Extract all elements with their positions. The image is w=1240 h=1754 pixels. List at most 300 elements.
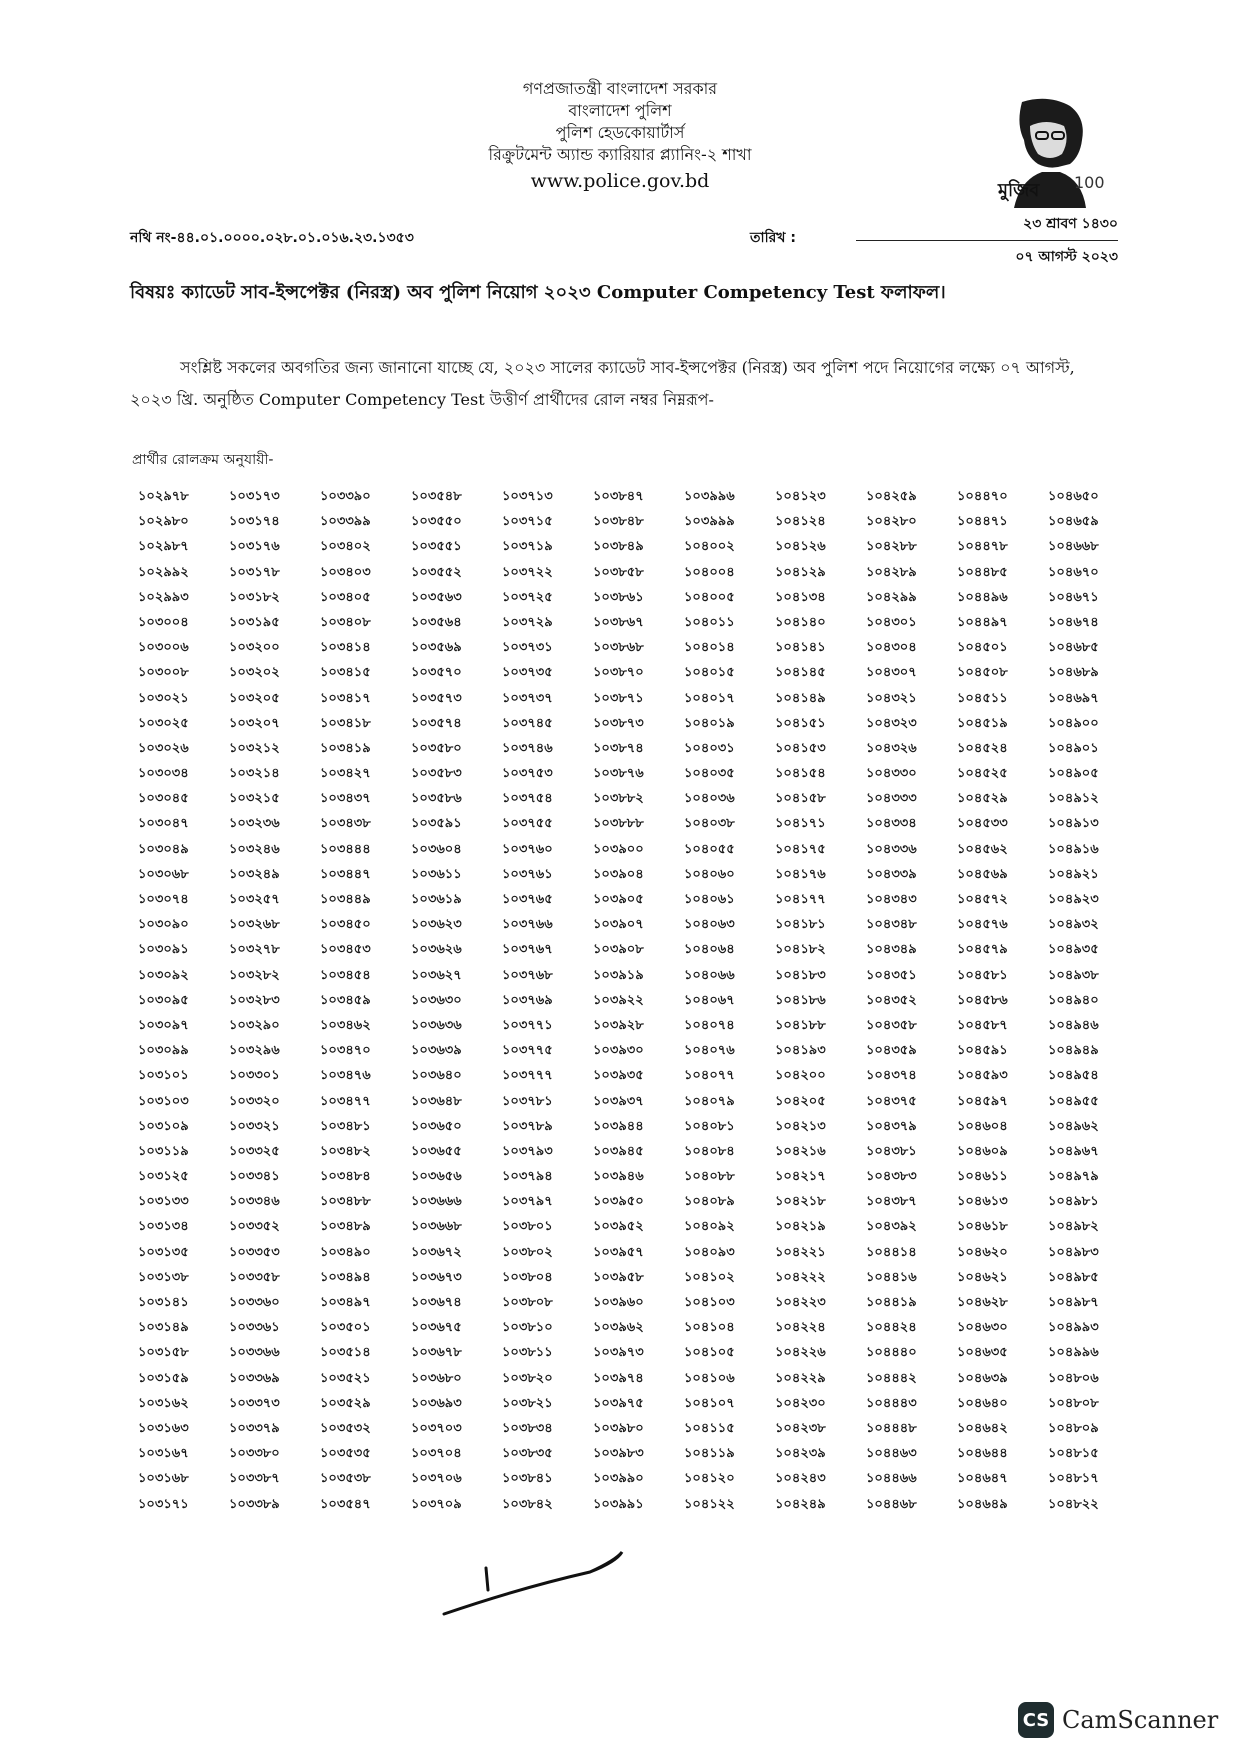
roll-number: ১০৩৯৬০ [593,1295,644,1310]
roll-number: ১০৪১৩৪ [775,589,826,605]
roll-number: ১০৩৪৪৭ [320,866,371,882]
roll-number: ১০৪১৭৫ [775,841,826,857]
roll-number: ১০৩৭৮১ [502,1093,553,1109]
roll-number: ১০৩১৩৫ [138,1244,189,1260]
roll-number: ১০৩৭৩১ [502,640,553,656]
roll-number: ১০৩৫৬৪ [411,614,462,630]
roll-number: ১০৩৮৪৯ [593,539,644,555]
roll-number: ১০৩৪০৩ [320,564,371,580]
roll-number: ১০৩৪১৮ [320,715,371,731]
roll-number: ১০৩৮৪৭ [593,489,644,504]
roll-number: ১০৪৩৯২ [866,1219,917,1235]
roll-number: ১০৩৪৭০ [320,1043,371,1059]
roll-number: ১০৪০৭৭ [684,1068,735,1084]
roll-number: ১০৩৬৯৩ [411,1395,462,1411]
roll-number: ১০৩৭৩৫ [502,665,553,681]
roll-number: ১০৩৮২১ [502,1395,553,1411]
roll-number: ১০৩৯৩০ [593,1043,644,1059]
roll-number: ১০৪০৮৮ [684,1169,735,1185]
roll-number: ১০৪২৪৯ [775,1496,826,1512]
roll-number: ১০৩৫২৯ [320,1395,371,1411]
roll-number: ১০৪৮০৬ [1048,1370,1099,1386]
roll-number: ১০৩৭১৫ [502,514,553,530]
roll-number: ১০৪০৮৪ [684,1143,735,1159]
roll-number: ১০৪০৩৬ [684,791,735,807]
roll-number: ১০৩৩২১ [229,1118,280,1134]
roll-number: ১০৩৫৫১ [411,539,462,555]
roll-number: ১০৩৯৮৩ [593,1446,644,1462]
roll-number: ১০৪৬৩৯ [957,1370,1008,1386]
roll-number: ১০৪১৮১ [775,917,826,933]
roll-number: ১০৪৯৪০ [1048,992,1099,1008]
roll-number: ১০৪০৭৪ [684,1017,735,1033]
roll-number: ১০৪২১৬ [775,1143,826,1159]
roll-number: ১০৪৯৮২ [1048,1219,1099,1235]
roll-number: ১০৩০০৪ [138,614,189,630]
roll-number: ১০৪২১৭ [775,1169,826,1185]
roll-number: ১০৪৫৯৭ [957,1093,1008,1109]
roll-number: ১০৪১০৭ [684,1395,735,1411]
roll-number: ১০৩৮৭৬ [593,766,644,782]
date-english: ০৭ আগস্ট ২০২৩ [1015,249,1118,265]
roll-number: ১০৪১৫৩ [775,740,826,756]
roll-number: ১০৩৭৯৩ [502,1143,553,1159]
roll-number: ১০৩৯৮০ [593,1420,644,1436]
roll-number: ১০৩২৭৮ [229,942,280,958]
roll-number: ১০৩৪৭৭ [320,1093,371,1109]
roll-number: ১০৪৬৪০ [957,1395,1008,1411]
roll-number: ১০৩৫৮৬ [411,791,462,807]
roll-number: ১০২৯৯৩ [138,589,189,605]
roll-number: ১০৩৮২০ [502,1370,553,1386]
roll-number: ১০৪০৩১ [684,740,735,756]
roll-number: ১০৪৬৩৫ [957,1345,1008,1361]
roll-number: ১০৪০৮১ [684,1118,735,1134]
roll-number: ১০৪৬০৯ [957,1143,1008,1159]
roll-number: ১০৩১৬৭ [138,1446,189,1462]
roll-number: ১০৩৫৮৩ [411,766,462,782]
roll-number: ১০৪০৬৭ [684,992,735,1008]
roll-number: ১০৪১০৫ [684,1345,735,1361]
roll-number: ১০৩৯৩৫ [593,1068,644,1084]
roll-number: ১০৩৭৬১ [502,866,553,882]
roll-number: ১০৩৫৭৪ [411,715,462,731]
roll-number: ১০৪৫০৮ [957,665,1008,681]
roll-number: ১০২৯৮০ [138,514,189,530]
roll-number: ১০৩২৯০ [229,1017,280,1033]
roll-number: ১০৪৬২৮ [957,1295,1008,1310]
roll-number: ১০৩৭৭৫ [502,1043,553,1059]
roll-number: ১০৩০৯১ [138,942,189,958]
subject-line: বিষয়ঃ ক্যাডেট সাব-ইন্সপেক্টর (নিরস্ত্র) অব পুলিশ নিয়োগ ২০২৩ Computer Competency Test ফলাফল। [130,282,946,303]
roll-number: ১০৪৩৮৭ [866,1194,917,1210]
roll-number: ১০৪৪৯৭ [957,614,1008,630]
roll-number: ১০৪৫৩৩ [957,816,1008,832]
roll-number: ১০৪১১৯ [684,1446,735,1462]
roll-number: ১০৪০০৪ [684,564,735,580]
roll-number: ১০৩৫৫০ [411,514,462,530]
roll-number: ১০৪৯৬৭ [1048,1143,1099,1159]
roll-number: ১০৪৪৭৮ [957,539,1008,555]
roll-number: ১০৩৯৭৩ [593,1345,644,1361]
roll-number: ১০৩৬৬৬ [411,1194,462,1210]
roll-number: ১০৩৪৮৯ [320,1219,371,1235]
roll-number: ১০৪৬১১ [957,1169,1008,1185]
roll-number: ১০৩৫৩২ [320,1420,371,1436]
roll-number: ১০৪৪৬৩ [866,1446,917,1462]
roll-number: ১০৪৯০০ [1048,715,1099,731]
roll-number: ১০৪৩৫১ [866,967,917,983]
roll-number: ১০৩৮৪৮ [593,514,644,530]
roll-number: ১০৪৪৪৮ [866,1420,917,1436]
roll-number: ১০৪২৪৩ [775,1471,826,1487]
roll-number: ১০৪১২০ [684,1471,735,1487]
roll-number: ১০৩৪৮১ [320,1118,371,1134]
roll-number: ১০৪৩৩৯ [866,866,917,882]
roll-number: ১০৩১৭৬ [229,539,280,555]
roll-number: ১০৩৬৫৬ [411,1169,462,1185]
roll-number: ১০৪৯১৬ [1048,841,1099,857]
roll-number: ১০৪০১৭ [684,690,735,706]
roll-number: ১০৪২২৩ [775,1295,826,1310]
roll-number: ১০৩৪৫৪ [320,967,371,983]
roll-number: ১০৪৯৮১ [1048,1194,1099,1210]
roll-number: ১০৩৫৬৯ [411,640,462,656]
roll-number: ১০৪৯৫৫ [1048,1093,1099,1109]
roll-number: ১০৩১৩৮ [138,1269,189,1285]
roll-number: ১০৪০৬০ [684,866,735,882]
roll-number: ১০৪৬২১ [957,1269,1008,1285]
roll-number: ১০৪২২১ [775,1244,826,1260]
roll-number: ১০৩৬৭৮ [411,1345,462,1361]
roll-number: ১০৩৪৩৭ [320,791,371,807]
date-label: তারিখ : [750,230,796,246]
roll-number: ১০৩৩৬৯ [229,1370,280,1386]
roll-number: ১০৩২০৫ [229,690,280,706]
website-link[interactable]: www.police.gov.bd [530,170,710,192]
roll-number: ১০৪০৬৬ [684,967,735,983]
roll-number: ১০৪৩০৪ [866,640,917,656]
roll-number: ১০৪১২৯ [775,564,826,580]
roll-number: ১০৩০৩৪ [138,766,189,782]
roll-number: ১০৩৮৭৩ [593,715,644,731]
roll-number: ১০৩৯৪৬ [593,1169,644,1185]
roll-number: ১০৪৩০৭ [866,665,917,681]
roll-number: ১০৩১৬৩ [138,1420,189,1436]
camscanner-logo-icon: CS [1018,1702,1054,1738]
roll-number: ১০২৯৭৮ [138,489,189,504]
roll-number: ১০৪১৪৫ [775,665,826,681]
roll-number: ১০৩২১৫ [229,791,280,807]
roll-number: ১০৪১২২ [684,1496,735,1512]
date-bangla: ২৩ শ্রাবণ ১৪৩০ [856,212,1118,241]
roll-number: ১০৩১৯৫ [229,614,280,630]
branch-name: রিক্রুটমেন্ট অ্যান্ড ক্যারিয়ার প্ল্যানিং-২ শাখা [488,145,752,164]
roll-number: ১০৩২১৪ [229,766,280,782]
roll-number: ১০৪৬৪৭ [957,1471,1008,1487]
roll-number: ১০৩৪৪৯ [320,892,371,907]
roll-number: ১০৩৭৩৭ [502,690,553,706]
roll-number: ১০৪৯০১ [1048,740,1099,756]
signature [440,1548,650,1628]
roll-number: ১০৩৩৮৯ [229,1496,280,1512]
roll-list-title: প্রার্থীর রোলক্রম অনুযায়ী- [132,452,274,468]
roll-number: ১০৩৮৪১ [502,1471,553,1487]
camscanner-watermark [1018,1700,1218,1740]
roll-number: ১০৩৪০৮ [320,614,371,630]
roll-number: ১০৩৩৪৬ [229,1194,280,1210]
roll-number: ১০৩৭২২ [502,564,553,580]
roll-number: ১০৩৯৩৭ [593,1093,644,1109]
roll-number: ১০৪২৩৮ [775,1420,826,1436]
roll-number: ১০৩৭০৪ [411,1446,462,1462]
roll-number: ১০৩২৯৬ [229,1043,280,1059]
roll-number: ১০৪৫১১ [957,690,1008,706]
roll-number: ১০৩৯৫৮ [593,1269,644,1285]
roll-number: ১০৪৪৭১ [957,514,1008,530]
roll-number: ১০৩৩৭৯ [229,1420,280,1436]
roll-number: ১০৪৫২৫ [957,766,1008,782]
roll-number: ১০৩৬৫৫ [411,1143,462,1159]
roll-number: ১০৪১১৫ [684,1420,735,1436]
roll-number: ১০৩৭৪৫ [502,715,553,731]
roll-number: ১০৩৭৮৯ [502,1118,553,1134]
roll-number: ১০৩১০১ [138,1068,189,1084]
roll-number: ১০৩৯৪৪ [593,1118,644,1134]
roll-number: ১০৪৩৭৫ [866,1093,917,1109]
roll-number: ১০৪১২৬ [775,539,826,555]
roll-number: ১০৪২০৫ [775,1093,826,1109]
roll-number: ১০৪৬৩০ [957,1320,1008,1336]
roll-number: ১০৪১২৪ [775,514,826,530]
roll-number: ১০৩৬১৯ [411,892,462,907]
roll-number: ১০৩৩৬১ [229,1320,280,1336]
roll-number: ১০৪০১১ [684,614,735,630]
roll-number: ১০৩৫৩৮ [320,1471,371,1487]
roll-number: ১০৩৩৬৬ [229,1345,280,1361]
roll-number: ১০৪২৯৯ [866,589,917,605]
svg-text:মুজিব: মুজিব [998,180,1040,201]
roll-number: ১০৩৭০৬ [411,1471,462,1487]
roll-number: ১০৩০৯৭ [138,1017,189,1033]
roll-number: ১০৪৩৪৯ [866,942,917,958]
roll-number: ১০৩৬৫০ [411,1118,462,1134]
roll-number: ১০৩১৭১ [138,1496,189,1512]
roll-number: ১০৪৯০৫ [1048,766,1099,782]
roll-number: ১০৩৬৩০ [411,992,462,1008]
roll-number: ১০৩৭৯৪ [502,1169,553,1185]
roll-number: ১০৩৫৯১ [411,816,462,832]
reference-number: নথি নং-৪৪.০১.০০০০.০২৮.০১.০১৬.২৩.১৩৫৩ [130,230,414,246]
roll-number: ১০৩৫৩৫ [320,1446,371,1462]
roll-number: ১০৩৪৮২ [320,1143,371,1159]
roll-number: ১০৪৩৫৮ [866,1017,917,1033]
roll-number: ১০৪০৬৩ [684,917,735,933]
roll-number: ১০৩৬৭২ [411,1244,462,1260]
roll-number: ১০৩২৮২ [229,967,280,983]
roll-number: ১০৪১০২ [684,1269,735,1285]
roll-number: ১০২৯৯২ [138,564,189,580]
roll-number: ১০৪৯৪৯ [1048,1043,1099,1059]
roll-number: ১০৪১৭৭ [775,892,826,907]
roll-number: ১০৩১১৯ [138,1143,189,1159]
roll-number: ১০৪৩৩৪ [866,816,917,832]
roll-number: ১০৪০৯৩ [684,1244,735,1260]
roll-number: ১০৩৪১৫ [320,665,371,681]
roll-number: ১০৩৪১৯ [320,740,371,756]
roll-number: ১০৪২১৮ [775,1194,826,1210]
roll-number: ১০৩০৪৭ [138,816,189,832]
roll-number: ১০৩৭৫৩ [502,766,553,782]
roll-number: ১০৩০৯৯ [138,1043,189,1059]
roll-number: ১০৩৪৭৬ [320,1068,371,1084]
roll-number: ১০৩০৯০ [138,917,189,933]
roll-number: ১০৩৭২৯ [502,614,553,630]
roll-number: ১০৩৯০৮ [593,942,644,958]
roll-number: ১০৪১৭৬ [775,866,826,882]
roll-number: ১০৩৩৯০ [320,489,371,504]
roll-number: ১০৪৪২৪ [866,1320,917,1336]
roll-number: ১০৩৫৫২ [411,564,462,580]
roll-number: ১০৪৩৭৪ [866,1068,917,1084]
roll-number: ১০৪১৪৯ [775,690,826,706]
roll-number: ১০৪৮১৭ [1048,1471,1099,1487]
roll-number: ১০৩৭৭১ [502,1017,553,1033]
roll-number: ১০৪৩৪৮ [866,917,917,933]
roll-number: ১০৩০০৬ [138,640,189,656]
roll-number: ১০৪৫৮৬ [957,992,1008,1008]
roll-number: ১০৩১৭৩ [229,489,280,504]
roll-number: ১০৪১৭১ [775,816,826,832]
roll-number: ১০৩৪৩৮ [320,816,371,832]
roll-number: ১০৩৯৭৪ [593,1370,644,1386]
roll-number: ১০৪৩৩৩ [866,791,917,807]
roll-number: ১০৩৪৮৪ [320,1169,371,1185]
roll-number: ১০৩২৪৯ [229,866,280,882]
roll-number: ১০৩৬৪৮ [411,1093,462,1109]
roll-number: ১০৩৭৬৫ [502,892,553,907]
roll-number: ১০৩২৮৩ [229,992,280,1008]
office-name: পুলিশ হেডকোয়ার্টার্স [555,123,685,142]
roll-number: ১০৩১০৩ [138,1093,189,1109]
roll-number: ১০৩৮৬১ [593,589,644,605]
roll-number: ১০৪৯৮৩ [1048,1244,1099,1260]
roll-number: ১০৪৯১৩ [1048,816,1099,832]
roll-number: ১০৪৪৯৬ [957,589,1008,605]
roll-number: ১০৩৫৭০ [411,665,462,681]
roll-number: ১০৩৭৪৬ [502,740,553,756]
roll-number: ১০৩৭৭৭ [502,1068,553,1084]
roll-number: ১০৩৯১৯ [593,967,644,983]
roll-number: ১০৩৩৬০ [229,1295,280,1310]
roll-number: ১০৪০১৪ [684,640,735,656]
roll-number: ১০৩৭০৯ [411,1496,462,1512]
roll-number: ১০৩৪৮৮ [320,1194,371,1210]
roll-number: ১০৩৮০১ [502,1219,553,1235]
roll-number: ১০৪৩৪৩ [866,892,917,907]
roll-number: ১০৩৮৭৪ [593,740,644,756]
roll-number: ১০৩৯২২ [593,992,644,1008]
roll-number: ১০৪৩০১ [866,614,917,630]
roll-number: ১০৪০৬১ [684,892,735,907]
roll-number: ১০৪৬০৪ [957,1118,1008,1134]
roll-number: ১০৪৫৭৬ [957,917,1008,933]
roll-number: ১০৪৬৪২ [957,1420,1008,1436]
roll-number: ১০৪৯২১ [1048,866,1099,882]
roll-number: ১০৪১২৩ [775,489,826,504]
roll-number: ১০৩৪৬২ [320,1017,371,1033]
roll-number: ১০৪২৩০ [775,1395,826,1411]
roll-number: ১০৪৫৮১ [957,967,1008,983]
roll-number: ১০৪৯৩২ [1048,917,1099,933]
roll-number: ১০৪০৩৮ [684,816,735,832]
roll-number: ১০৪৬৫৯ [1048,514,1099,530]
roll-number: ১০৪৬২০ [957,1244,1008,1260]
roll-number: ১০৩৩৭৩ [229,1395,280,1411]
department-name: বাংলাদেশ পুলিশ [568,101,672,120]
roll-number: ১০৪৩৫৯ [866,1043,917,1059]
roll-number: ১০৪৬৭১ [1048,589,1099,605]
roll-number: ১০৪৯৪৬ [1048,1017,1099,1033]
roll-number: ১০৩১৩৪ [138,1219,189,1235]
roll-number: ১০৩৭১৯ [502,539,553,555]
roll-number: ১০৪৬৫০ [1048,489,1099,504]
roll-number: ১০৪৬৪৯ [957,1496,1008,1512]
roll-number: ১০৪৬১৮ [957,1219,1008,1235]
roll-number: ১০৩১৮২ [229,589,280,605]
roll-number: ১০৪৯৮৫ [1048,1269,1099,1285]
roll-number: ১০৪৯৯৩ [1048,1320,1099,1336]
roll-number: ১০৪৫১৯ [957,715,1008,731]
roll-number: ১০৩০২১ [138,690,189,706]
roll-number: ১০৪৪১৯ [866,1295,917,1310]
roll-number: ১০৩৭৫৪ [502,791,553,807]
roll-number: ১০৩৯২৮ [593,1017,644,1033]
roll-number: ১০৪৫৯৩ [957,1068,1008,1084]
roll-number: ১০৪২২৯ [775,1370,826,1386]
roll-number: ১০৪৯৩৮ [1048,967,1099,983]
roll-number: ১০৪৯৩৫ [1048,942,1099,958]
roll-number: ১০৩৫৬৩ [411,589,462,605]
roll-number: ১০৩৮৬৭ [593,614,644,630]
roll-number: ১০৩৭৬০ [502,841,553,857]
roll-number: ১০৩২৫৭ [229,892,280,907]
roll-number: ১০৩১০৯ [138,1118,189,1134]
roll-number: ১০৪৫৬৯ [957,866,1008,882]
roll-number: ১০৩৬২৩ [411,917,462,933]
roll-number: ১০৪১৮৩ [775,967,826,983]
roll-number: ১০৩৪১৭ [320,690,371,706]
svg-text:100: 100 [1074,173,1105,192]
roll-number: ১০৪০১৫ [684,665,735,681]
roll-number: ১০৪১৫৮ [775,791,826,807]
roll-number: ১০৪৫২৪ [957,740,1008,756]
roll-number: ১০৪৩৫২ [866,992,917,1008]
roll-number: ১০৩৯৭৫ [593,1395,644,1411]
roll-number: ১০৩৪১৪ [320,640,371,656]
roll-number: ১০৪৪৮৫ [957,564,1008,580]
roll-number: ১০৩৬১১ [411,866,462,882]
roll-number: ১০৪৩৮১ [866,1143,917,1159]
roll-number: ১০৩৪৫৯ [320,992,371,1008]
roll-number: ১০৩৭২৫ [502,589,553,605]
roll-number: ১০৪৫৭২ [957,892,1008,907]
roll-number: ১০৩৩৮৭ [229,1471,280,1487]
roll-number: ১০৩৬৩৬ [411,1017,462,1033]
roll-number: ১০৪০৮৯ [684,1194,735,1210]
roll-number: ১০৪১৮২ [775,942,826,958]
roll-number: ১০৩৪০২ [320,539,371,555]
